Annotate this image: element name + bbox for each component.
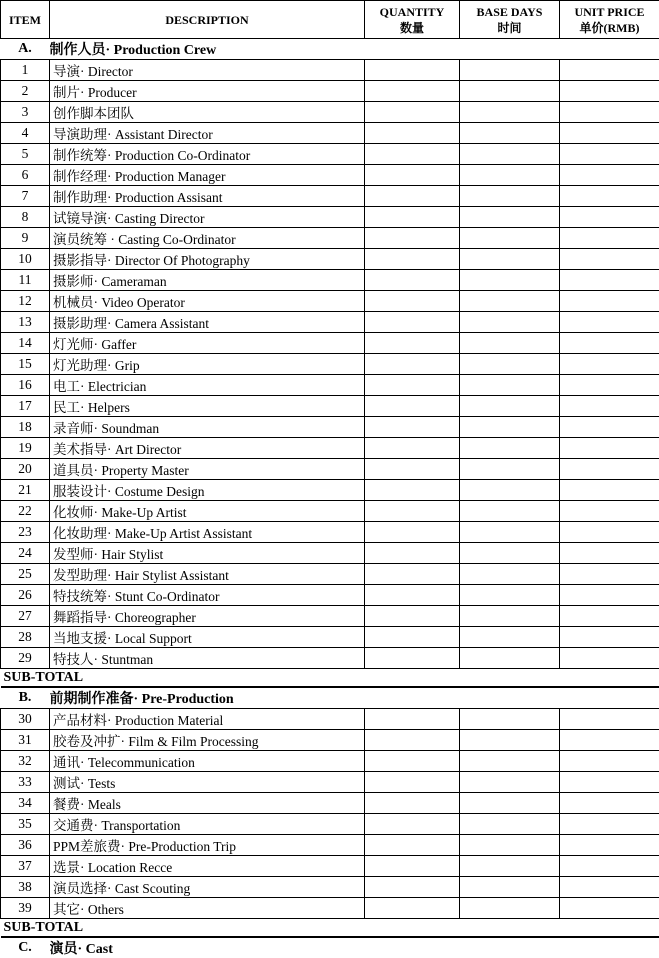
base-days-cell[interactable] [460,207,560,228]
item-description: 演员选择· Cast Scouting [50,877,365,898]
item-number: 38 [1,877,50,898]
item-description: 制作助理· Production Assisant [50,186,365,207]
item-number: 12 [1,291,50,312]
quantity-cell[interactable] [365,709,460,730]
base-days-cell[interactable] [460,730,560,751]
unit-price-cell[interactable] [560,543,659,564]
item-description: 道具员· Property Master [50,459,365,480]
quantity-cell[interactable] [365,228,460,249]
unit-price-cell[interactable] [560,375,659,396]
table-row [1,898,659,919]
unit-price-cell[interactable] [560,291,659,312]
quantity-cell[interactable] [365,144,460,165]
table-row [1,501,659,522]
item-number: 17 [1,396,50,417]
item-description: 摄影师· Cameraman [50,270,365,291]
unit-price-cell[interactable] [560,856,659,877]
table-row [1,249,659,270]
item-description: 交通费· Transportation [50,814,365,835]
item-number: 35 [1,814,50,835]
table-row [1,228,659,249]
item-column-header: ITEM [1,1,50,39]
item-description: 摄影助理· Camera Assistant [50,312,365,333]
quantity-cell[interactable] [365,522,460,543]
unit-price-cell[interactable] [560,438,659,459]
item-number: 5 [1,144,50,165]
item-description: PPM差旅费· Pre-Production Trip [50,835,365,856]
table-row [1,81,659,102]
quantity-cell[interactable] [365,835,460,856]
table-row [1,564,659,585]
quantity-cell[interactable] [365,730,460,751]
unit-price-cell[interactable] [560,123,659,144]
section-letter: A. [1,39,50,60]
section-letter: C. [1,937,50,958]
item-description: 当地支援· Local Support [50,627,365,648]
item-number: 16 [1,375,50,396]
table-row [1,751,659,772]
section-title: 前期制作准备· Pre-Production [50,687,659,709]
table-row [1,186,659,207]
base-days-cell[interactable] [460,312,560,333]
item-description: 发型助理· Hair Stylist Assistant [50,564,365,585]
item-description: 制作统筹· Production Co-Ordinator [50,144,365,165]
table-row [1,730,659,751]
table-row [1,480,659,501]
unit-price-cell[interactable] [560,417,659,438]
item-description: 舞蹈指导· Choreographer [50,606,365,627]
header-row [1,1,659,39]
unit-price-cell[interactable] [560,772,659,793]
section-letter: B. [1,687,50,709]
item-description: 灯光助理· Grip [50,354,365,375]
unit-price-cell[interactable] [560,312,659,333]
base-days-cell[interactable] [460,81,560,102]
item-description: 特技统筹· Stunt Co-Ordinator [50,585,365,606]
base-days-cell[interactable] [460,270,560,291]
base-days-cell[interactable] [460,835,560,856]
quantity-cell[interactable] [365,291,460,312]
item-description: 美术指导· Art Director [50,438,365,459]
item-description: 通讯· Telecommunication [50,751,365,772]
base-days-cell[interactable] [460,772,560,793]
table-row [1,459,659,480]
base-days-cell[interactable] [460,877,560,898]
item-description: 化妆师· Make-Up Artist [50,501,365,522]
item-number: 23 [1,522,50,543]
item-description: 制片· Producer [50,81,365,102]
item-number: 20 [1,459,50,480]
base-days-cell[interactable] [460,709,560,730]
table-row [1,814,659,835]
item-description: 服装设计· Costume Design [50,480,365,501]
quantity-column-header: QUANTITY 数量 [365,1,460,39]
item-number: 21 [1,480,50,501]
base-days-cell[interactable] [460,459,560,480]
quantity-cell[interactable] [365,123,460,144]
section-header-row [1,937,659,958]
table-row [1,438,659,459]
base-days-cell[interactable] [460,186,560,207]
unit-price-cell[interactable] [560,144,659,165]
table-row [1,793,659,814]
item-number: 29 [1,648,50,669]
table-row [1,354,659,375]
unit-price-cell[interactable] [560,522,659,543]
item-description: 民工· Helpers [50,396,365,417]
table-row [1,543,659,564]
table-row [1,835,659,856]
table-row [1,396,659,417]
quantity-cell[interactable] [365,417,460,438]
item-description: 导演助理· Assistant Director [50,123,365,144]
unit-price-cell[interactable] [560,627,659,648]
quantity-cell[interactable] [365,877,460,898]
subtotal-row [1,669,659,688]
base-days-cell[interactable] [460,354,560,375]
unit-price-cell[interactable] [560,249,659,270]
quantity-cell[interactable] [365,186,460,207]
quantity-cell[interactable] [365,396,460,417]
subtotal-row [1,919,659,938]
table-row [1,102,659,123]
item-description: 特技人· Stuntman [50,648,365,669]
unit-price-cell[interactable] [560,835,659,856]
item-description: 摄影指导· Director Of Photography [50,249,365,270]
unit-price-cell[interactable] [560,501,659,522]
unit-price-cell[interactable] [560,480,659,501]
quantity-cell[interactable] [365,564,460,585]
item-number: 7 [1,186,50,207]
item-description: 机械员· Video Operator [50,291,365,312]
base-days-cell[interactable] [460,165,560,186]
base-days-cell[interactable] [460,144,560,165]
quantity-cell[interactable] [365,207,460,228]
base-days-cell[interactable] [460,60,560,81]
item-description: 制作经理· Production Manager [50,165,365,186]
unit-price-cell[interactable] [560,81,659,102]
item-number: 4 [1,123,50,144]
item-description: 其它· Others [50,898,365,919]
quantity-cell[interactable] [365,751,460,772]
base-days-cell[interactable] [460,627,560,648]
quantity-cell[interactable] [365,627,460,648]
unit-price-cell[interactable] [560,730,659,751]
base-days-cell[interactable] [460,291,560,312]
quantity-cell[interactable] [365,312,460,333]
quantity-cell[interactable] [365,648,460,669]
unit-price-cell[interactable] [560,186,659,207]
quantity-cell[interactable] [365,793,460,814]
unit-price-cell[interactable] [560,354,659,375]
quantity-cell[interactable] [365,60,460,81]
item-number: 10 [1,249,50,270]
quantity-cell[interactable] [365,249,460,270]
unit-price-cell[interactable] [560,333,659,354]
table-row [1,60,659,81]
unit-price-cell[interactable] [560,898,659,919]
unit-price-column-header: UNIT PRICE 单价(RMB) [560,1,659,39]
base-days-cell[interactable] [460,333,560,354]
section-header-row [1,687,659,709]
item-number: 1 [1,60,50,81]
item-number: 6 [1,165,50,186]
quantity-cell[interactable] [365,585,460,606]
item-number: 18 [1,417,50,438]
quantity-cell[interactable] [365,354,460,375]
quantity-cell[interactable] [365,814,460,835]
item-description: 演员统筹 · Casting Co-Ordinator [50,228,365,249]
table-row [1,417,659,438]
item-number: 24 [1,543,50,564]
item-number: 25 [1,564,50,585]
subtotal-label: SUB-TOTAL [1,919,659,938]
base-days-cell[interactable] [460,543,560,564]
quantity-cell[interactable] [365,501,460,522]
item-number: 27 [1,606,50,627]
quantity-cell[interactable] [365,81,460,102]
unit-price-cell[interactable] [560,207,659,228]
table-row [1,333,659,354]
item-number: 3 [1,102,50,123]
base-days-cell[interactable] [460,480,560,501]
quantity-cell[interactable] [365,459,460,480]
item-number: 26 [1,585,50,606]
item-number: 36 [1,835,50,856]
item-number: 28 [1,627,50,648]
item-number: 8 [1,207,50,228]
item-number: 19 [1,438,50,459]
base-days-column-header: BASE DAYS 时间 [460,1,560,39]
base-days-cell[interactable] [460,417,560,438]
table-row [1,606,659,627]
item-description: 灯光师· Gaffer [50,333,365,354]
table-row [1,312,659,333]
item-description: 创作脚本团队 [50,102,365,123]
item-number: 13 [1,312,50,333]
quantity-cell[interactable] [365,333,460,354]
item-number: 15 [1,354,50,375]
section-title: 演员· Cast [50,937,659,958]
base-days-cell[interactable] [460,375,560,396]
item-number: 14 [1,333,50,354]
unit-price-cell[interactable] [560,459,659,480]
quantity-cell[interactable] [365,772,460,793]
item-number: 11 [1,270,50,291]
section-title: 制作人员· Production Crew [50,39,659,60]
item-description: 化妆助理· Make-Up Artist Assistant [50,522,365,543]
item-number: 32 [1,751,50,772]
unit-price-cell[interactable] [560,814,659,835]
table-row [1,585,659,606]
unit-price-cell[interactable] [560,228,659,249]
table-row [1,123,659,144]
base-days-cell[interactable] [460,751,560,772]
unit-price-cell[interactable] [560,102,659,123]
quantity-cell[interactable] [365,856,460,877]
item-description: 发型师· Hair Stylist [50,543,365,564]
base-days-cell[interactable] [460,501,560,522]
unit-price-cell[interactable] [560,396,659,417]
unit-price-cell[interactable] [560,564,659,585]
table-row [1,877,659,898]
quantity-cell[interactable] [365,438,460,459]
table-row [1,522,659,543]
item-description: 导演· Director [50,60,365,81]
unit-price-cell[interactable] [560,165,659,186]
base-days-cell[interactable] [460,396,560,417]
item-number: 37 [1,856,50,877]
table-row [1,165,659,186]
base-days-cell[interactable] [460,102,560,123]
table-row [1,627,659,648]
item-description: 试镜导演· Casting Director [50,207,365,228]
budget-body [1,39,659,958]
item-description: 胶卷及冲扩· Film & Film Processing [50,730,365,751]
unit-price-cell[interactable] [560,60,659,81]
base-days-cell[interactable] [460,228,560,249]
table-row [1,207,659,228]
quantity-cell[interactable] [365,480,460,501]
unit-price-cell[interactable] [560,648,659,669]
item-description: 录音师· Soundman [50,417,365,438]
table-row [1,291,659,312]
base-days-cell[interactable] [460,856,560,877]
quantity-cell[interactable] [365,543,460,564]
base-days-cell[interactable] [460,585,560,606]
quantity-cell[interactable] [365,606,460,627]
item-number: 2 [1,81,50,102]
unit-price-cell[interactable] [560,751,659,772]
quantity-cell[interactable] [365,898,460,919]
item-number: 34 [1,793,50,814]
base-days-cell[interactable] [460,814,560,835]
table-row [1,648,659,669]
subtotal-label: SUB-TOTAL [1,669,659,688]
table-row [1,375,659,396]
base-days-cell[interactable] [460,606,560,627]
item-description: 电工· Electrician [50,375,365,396]
quantity-cell[interactable] [365,270,460,291]
unit-price-cell[interactable] [560,793,659,814]
description-column-header: DESCRIPTION [50,1,365,39]
quantity-cell[interactable] [365,165,460,186]
table-row [1,270,659,291]
quantity-cell[interactable] [365,102,460,123]
base-days-cell[interactable] [460,648,560,669]
base-days-cell[interactable] [460,793,560,814]
item-number: 30 [1,709,50,730]
item-description: 餐费· Meals [50,793,365,814]
item-number: 33 [1,772,50,793]
table-row [1,709,659,730]
table-row [1,772,659,793]
unit-price-cell[interactable] [560,585,659,606]
base-days-cell[interactable] [460,438,560,459]
base-days-cell[interactable] [460,898,560,919]
item-description: 测试· Tests [50,772,365,793]
item-number: 31 [1,730,50,751]
base-days-cell[interactable] [460,564,560,585]
table-row [1,144,659,165]
item-description: 产品材料· Production Material [50,709,365,730]
item-description: 选景· Location Recce [50,856,365,877]
unit-price-cell[interactable] [560,270,659,291]
base-days-cell[interactable] [460,249,560,270]
table-row [1,856,659,877]
item-number: 39 [1,898,50,919]
unit-price-cell[interactable] [560,606,659,627]
section-header-row [1,39,659,60]
item-number: 22 [1,501,50,522]
base-days-cell[interactable] [460,522,560,543]
item-number: 9 [1,228,50,249]
quantity-cell[interactable] [365,375,460,396]
unit-price-cell[interactable] [560,709,659,730]
unit-price-cell[interactable] [560,877,659,898]
base-days-cell[interactable] [460,123,560,144]
